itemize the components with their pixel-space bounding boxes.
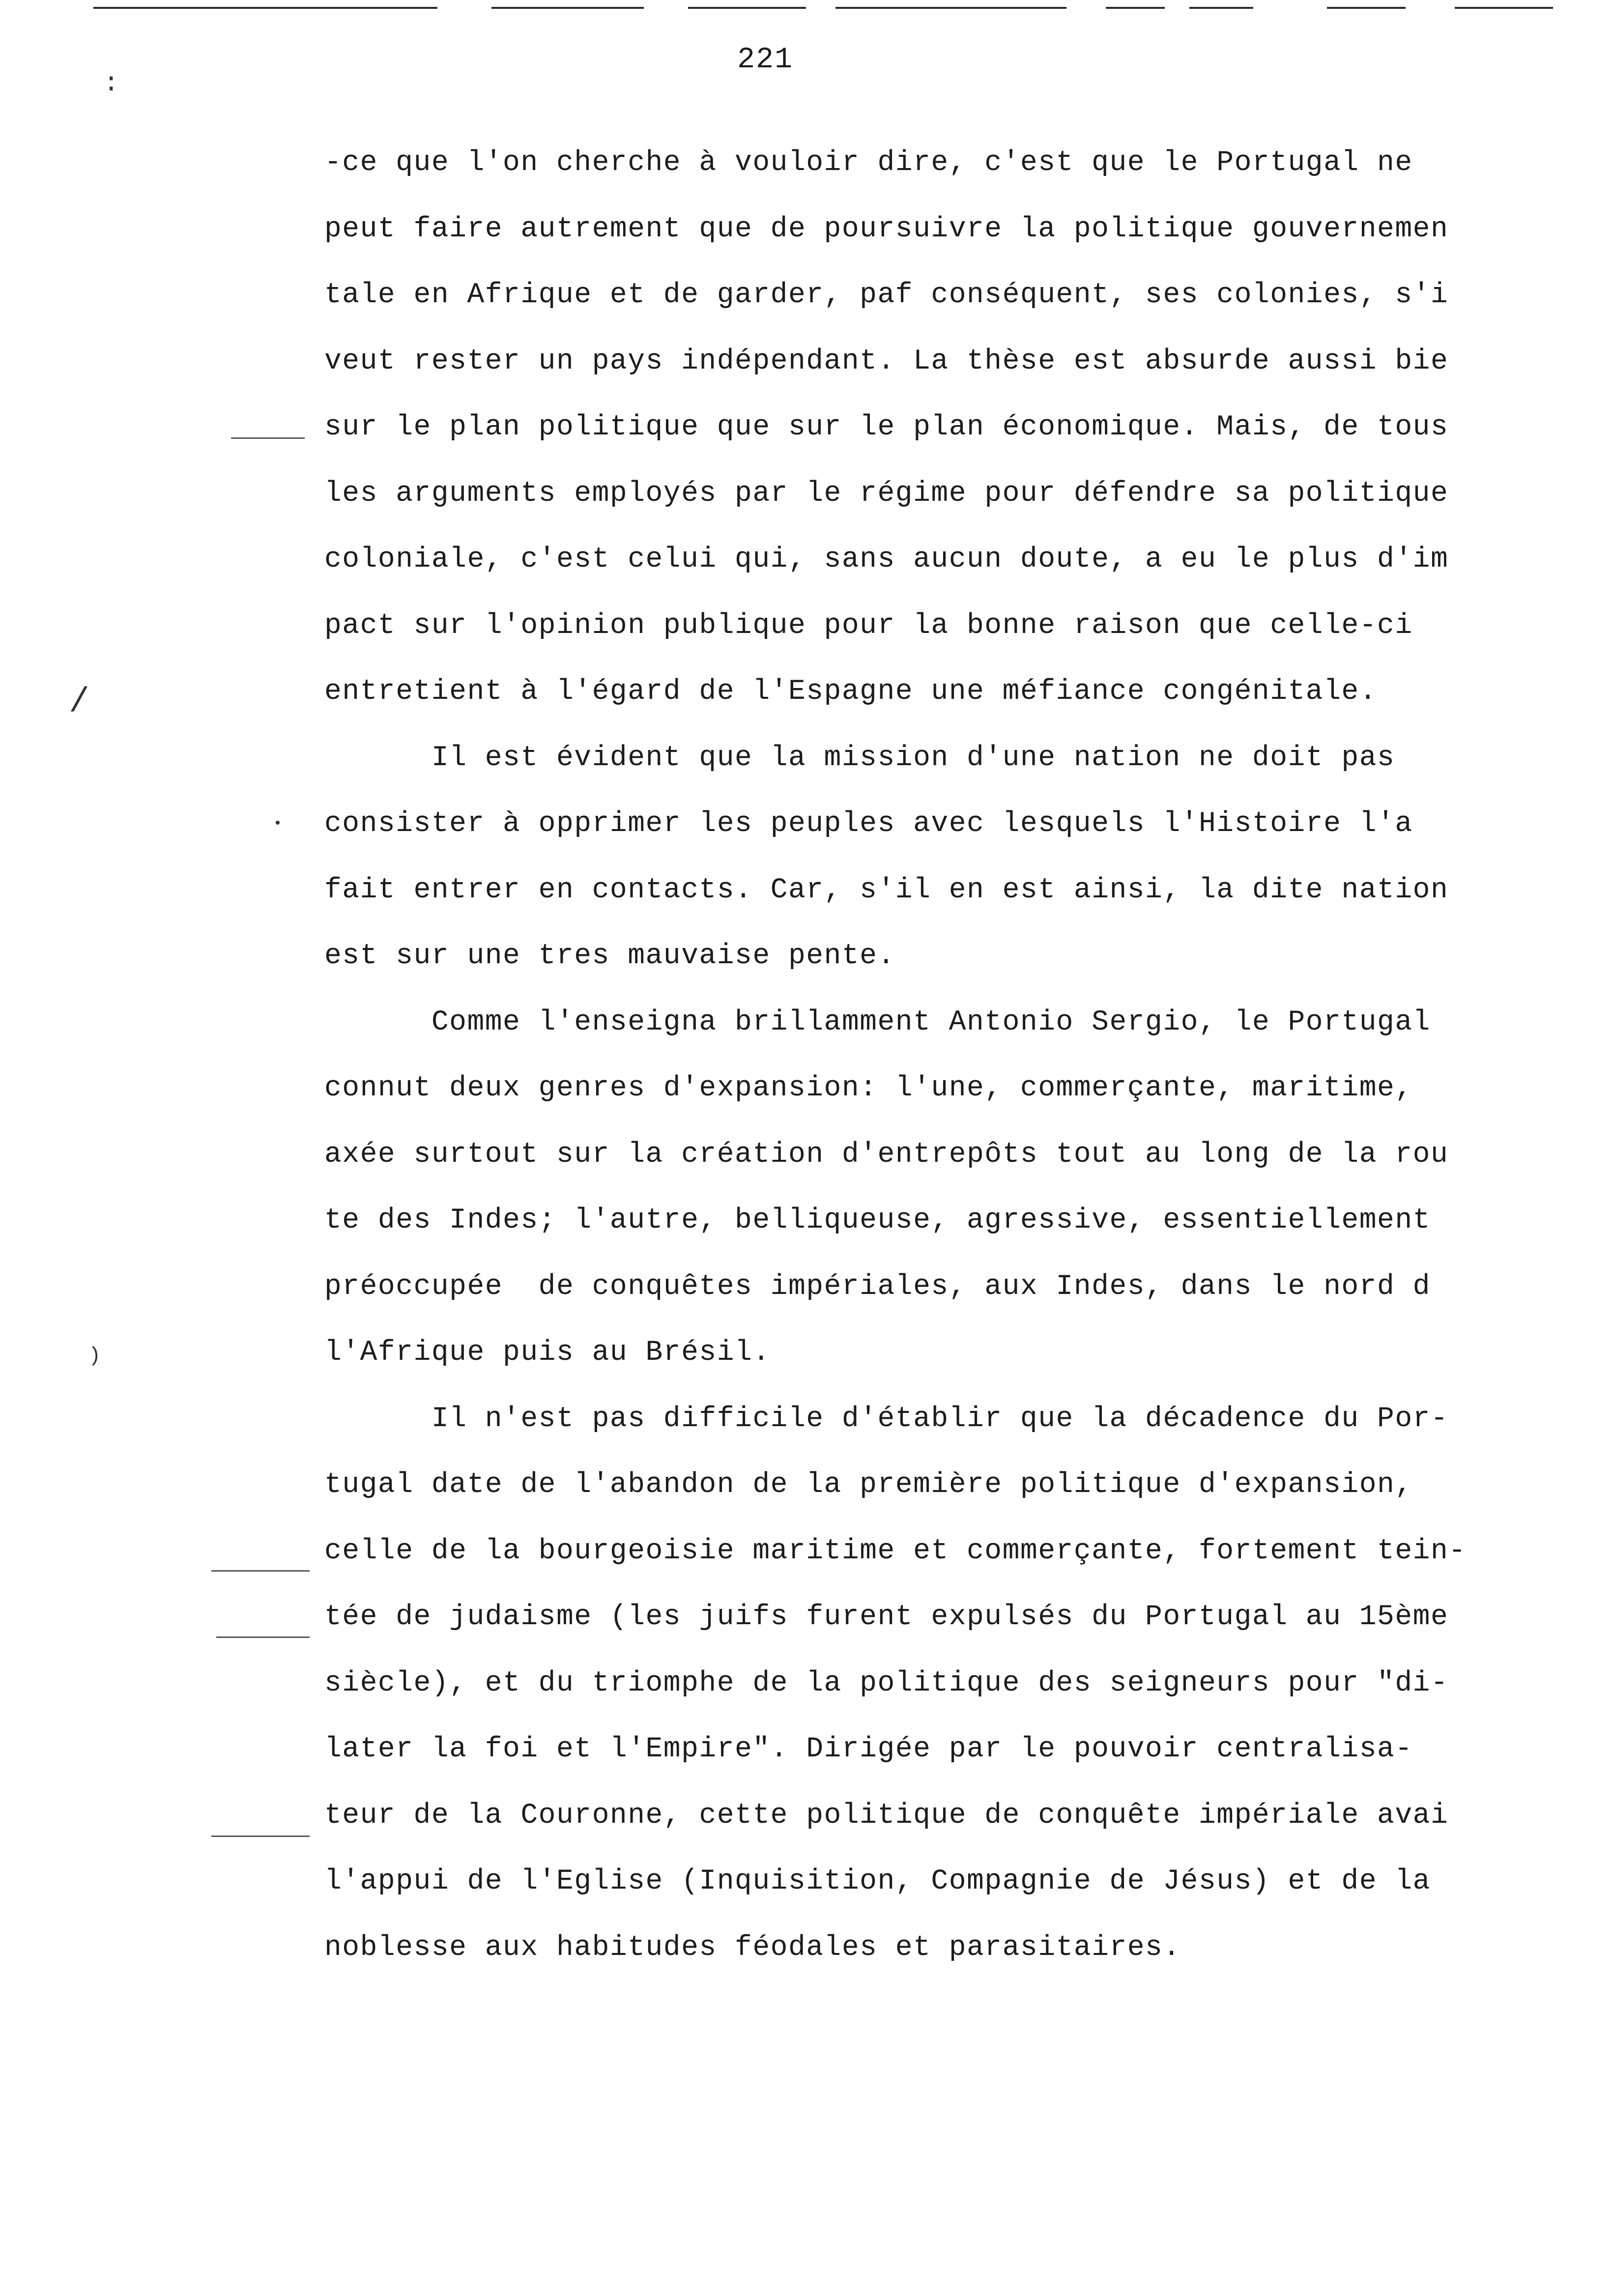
- top-rule: [1455, 7, 1553, 9]
- text-line: est sur une tres mauvaise pente.: [324, 940, 895, 972]
- text-line: pact sur l'opinion publique pour la bonne raison que celle-ci: [324, 609, 1413, 642]
- text-line: l'appui de l'Eglise (Inquisition, Compagnie de Jésus) et de la: [324, 1866, 1431, 1897]
- text-line: veut rester un pays indépendant. La thèse est absurde aussi bie: [324, 345, 1449, 377]
- text-line: coloniale, c'est celui qui, sans aucun doute, a eu le plus d'im: [324, 544, 1449, 575]
- text-line: connut deux genres d'expansion: l'une, commerçante, maritime,: [324, 1072, 1413, 1104]
- text-line: Il est évident que la mission d'une nation ne doit pas: [324, 742, 1395, 774]
- text-line: l'Afrique puis au Brésil.: [324, 1337, 771, 1369]
- typewritten-text-body: [324, 130, 1563, 1981]
- text-line: tale en Afrique et de garder, paf conséquent, ses colonies, s'i: [324, 279, 1449, 311]
- margin-dash: [211, 1570, 310, 1572]
- margin-colon-mark: :: [103, 69, 119, 99]
- margin-stroke-mark: /: [69, 683, 90, 722]
- margin-paren-mark: ): [88, 1344, 101, 1368]
- text-line: -ce que l'on cherche à vouloir dire, c'est que le Portugal ne: [324, 147, 1413, 179]
- text-line: later la foi et l'Empire". Dirigée par le pouvoir centralisa-: [324, 1733, 1413, 1765]
- margin-bullet-mark: •: [273, 816, 283, 832]
- margin-dash: [231, 437, 305, 439]
- text-line: peut faire autrement que de poursuivre la politique gouvernemen: [324, 213, 1449, 245]
- top-rule: [688, 7, 806, 9]
- top-rule: [491, 7, 644, 9]
- text-line: Il n'est pas difficile d'établir que la décadence du Por-: [324, 1403, 1449, 1435]
- top-rule: [93, 7, 437, 9]
- top-rule: [1189, 7, 1253, 9]
- top-rule: [1106, 7, 1165, 9]
- top-rule: [1327, 7, 1406, 9]
- text-line: teur de la Couronne, cette politique de conquête impériale avai: [324, 1799, 1449, 1832]
- text-line: te des Indes; l'autre, belliqueuse, agressive, essentiellement: [324, 1205, 1431, 1236]
- text-line: celle de la bourgeoisie maritime et commerçante, fortement tein-: [324, 1535, 1467, 1567]
- text-line: noblesse aux habitudes féodales et parasitaires.: [324, 1931, 1181, 1964]
- text-line: entretient à l'égard de l'Espagne une méfiance congénitale.: [324, 676, 1378, 708]
- margin-dash: [216, 1636, 310, 1638]
- page-number: 221: [737, 43, 794, 77]
- text-line: fait entrer en contacts. Car, s'il en est ainsi, la dite nation: [324, 874, 1449, 906]
- text-line: tée de judaisme (les juifs furent expulsés du Portugal au 15ème: [324, 1601, 1449, 1633]
- text-line: sur le plan politique que sur le plan économique. Mais, de tous: [324, 411, 1449, 443]
- text-line: siècle), et du triomphe de la politique des seigneurs pour "di-: [324, 1667, 1449, 1699]
- text-line: consister à opprimer les peuples avec lesquels l'Histoire l'a: [324, 808, 1413, 840]
- text-line: tugal date de l'abandon de la première politique d'expansion,: [324, 1469, 1413, 1501]
- text-line: les arguments employés par le régime pour défendre sa politique: [324, 477, 1449, 510]
- top-rule: [835, 7, 1066, 9]
- margin-dash: [211, 1836, 310, 1837]
- text-line: préoccupée de conquêtes impériales, aux Indes, dans le nord d: [324, 1270, 1431, 1303]
- text-line: axée surtout sur la création d'entrepôts tout au long de la rou: [324, 1138, 1449, 1171]
- text-line: Comme l'enseigna brillamment Antonio Sergio, le Portugal: [324, 1006, 1431, 1038]
